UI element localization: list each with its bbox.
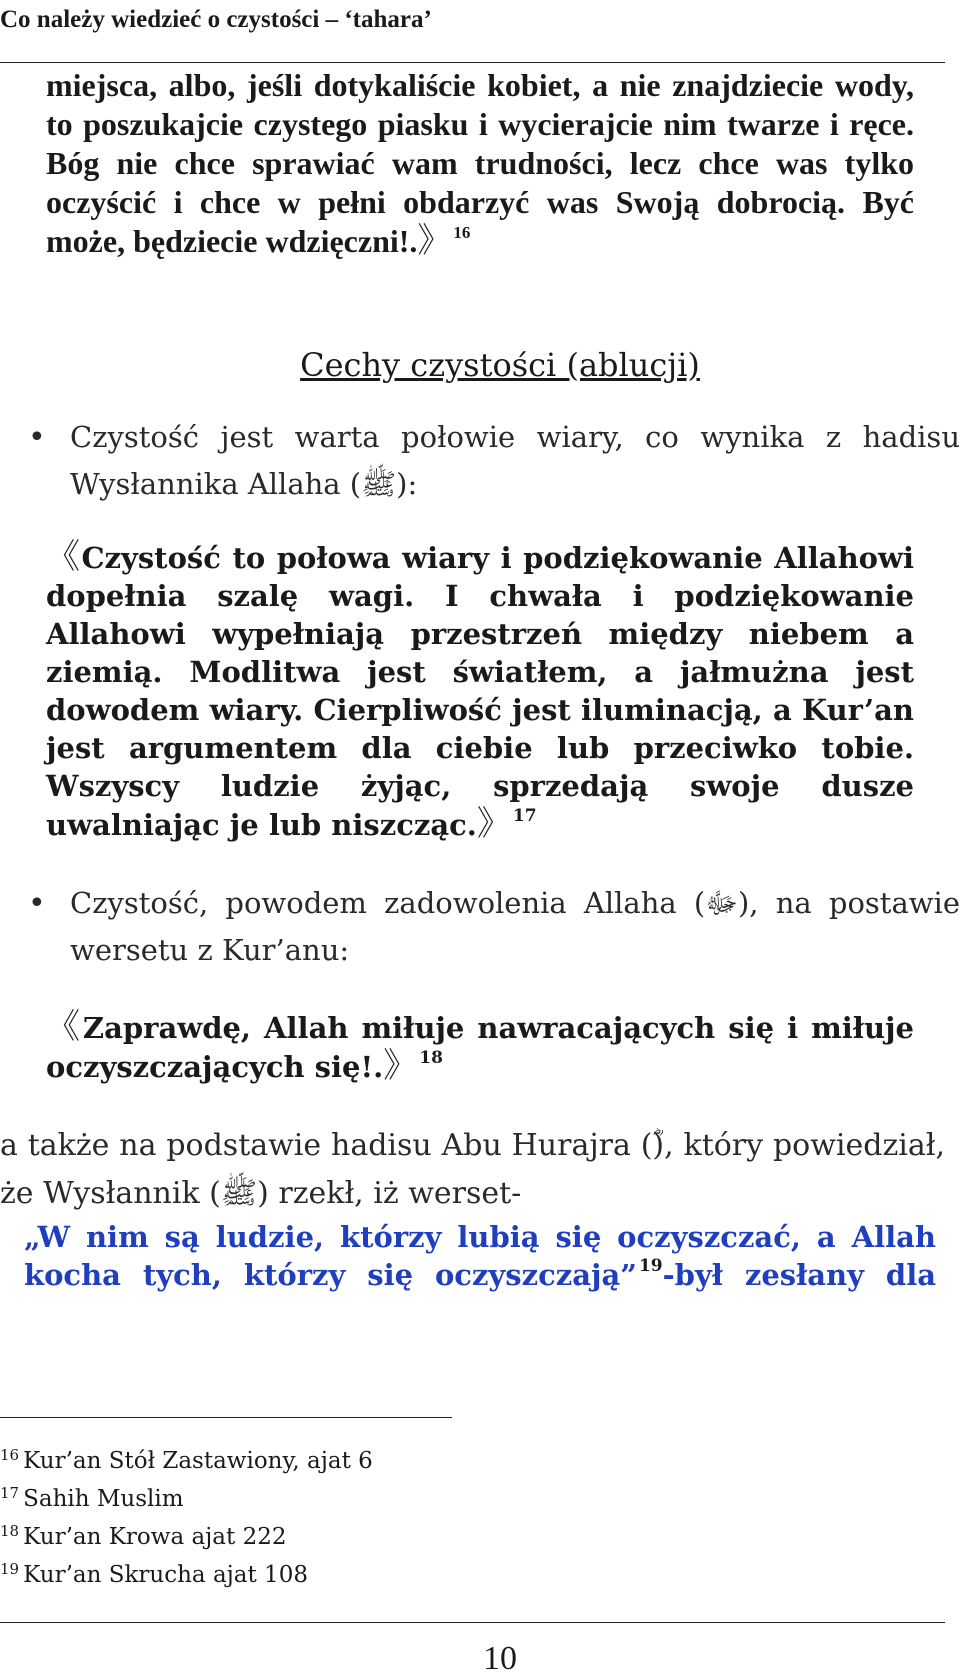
blue-quote <box>24 1218 936 1294</box>
hadith-text: Czystość to połowa wiary i podziękowanie Allahowi dopełnia szalę wagi. I chwała i podziękowanie Allahowi wypełniają przestrzeń między niebem a ziemią. Modlitwa jest światłem, a jałmużna jest dowodem wiary. Cierpliwość jest iluminacją, a Kur’an jest argumentem dla ciebie lub przeciwko tobie. Wszyscy ludzie żyjąc, sprzedają swoje dusze uwalniając je lub niszcząc. <box>46 541 914 842</box>
blue-quote-tail: -był zesłany dla <box>662 1258 936 1292</box>
footnote-text: Kur’an Stół Zastawiony, ajat 6 <box>23 1448 373 1474</box>
page-number: 10 <box>483 1640 517 1677</box>
footnote-item <box>0 1480 373 1518</box>
bullet-item <box>28 414 960 508</box>
paragraph-text: ) rzekł, iż werset- <box>257 1176 522 1211</box>
saw-honorific-icon: ﷺ <box>361 467 397 501</box>
footnote-ref[interactable]: 18 <box>419 1048 443 1068</box>
swt-honorific-icon: ﷻ <box>705 886 738 920</box>
bullet-dot-icon: • <box>28 886 46 921</box>
verse-text: Zaprawdę, Allah miłuje nawracających się i miłuje oczyszczających się!. <box>46 1011 914 1084</box>
section-title: Cechy czystości (ablucji) <box>300 346 700 384</box>
saw-honorific-icon: ﷺ <box>220 1176 258 1211</box>
footnote-text: Kur’an Skrucha ajat 108 <box>23 1562 308 1588</box>
quran-verse <box>46 1008 914 1086</box>
footnote-text: Sahih Muslim <box>23 1486 184 1512</box>
footnote-number: 18 <box>0 1522 20 1540</box>
paragraph-text: ), który powiedział, że Wysłannik ( <box>0 1128 945 1211</box>
quote-open-mark: 《 <box>46 537 82 577</box>
footnote-number: 17 <box>0 1484 20 1502</box>
bullet-item <box>28 880 960 974</box>
verse-text: miejsca, albo, jeśli dotykaliście kobiet, a nie znajdziecie wody, to poszukajcie czystego piasku i wycierajcie nim twarze i ręce. Bóg nie chce sprawiać wam trudności, lecz chce was tylko oczyścić i chce w pełni obdarzyć was Swoją dobrocią. Być może, będziecie wdzięczni!. <box>46 67 914 259</box>
blue-quote-text: „W nim są ludzie, którzy lubią się oczyszczać, a Allah kocha tych, którzy się oczyszczają” <box>24 1220 936 1292</box>
bullet-text-end: ): <box>396 467 418 501</box>
quote-close-mark: 》 <box>383 1046 418 1086</box>
bullet-text-end: ), na postawie wersetu z Kur’anu: <box>70 886 960 967</box>
footnote-ref[interactable]: 19 <box>638 1256 663 1276</box>
footnote-item <box>0 1442 373 1480</box>
footer-divider <box>0 1622 945 1623</box>
bullet-text: Czystość, powodem zadowolenia Allaha ( <box>70 886 706 920</box>
quote-close-mark: 》 <box>476 804 511 844</box>
footnote-text: Kur’an Krowa ajat 222 <box>23 1524 287 1550</box>
footnotes <box>0 1442 373 1594</box>
footnote-item <box>0 1556 373 1594</box>
bullet-text: Czystość jest warta połowie wiary, co wynika z hadisu Wysłannika Allaha ( <box>70 420 960 501</box>
footnote-number: 16 <box>0 1446 20 1464</box>
verse-close-mark: 》 <box>417 223 452 260</box>
footnote-number: 19 <box>0 1560 20 1578</box>
quote-open-mark: 《 <box>46 1007 83 1047</box>
quran-verse-continuation <box>46 66 914 261</box>
footnote-divider <box>0 1417 452 1418</box>
bullet-dot-icon: • <box>28 420 46 455</box>
footnote-item <box>0 1518 373 1556</box>
hadith-quote <box>46 538 914 844</box>
body-paragraph <box>0 1122 945 1218</box>
paragraph-text: a także na podstawie hadisu Abu Hurajra ( <box>0 1128 653 1163</box>
footnote-ref[interactable]: 16 <box>453 223 471 242</box>
footnote-ref[interactable]: 17 <box>512 806 537 826</box>
header-divider <box>0 62 945 63</box>
running-header: Co należy wiedzieć o czystości – ‘tahara’ <box>0 6 432 33</box>
